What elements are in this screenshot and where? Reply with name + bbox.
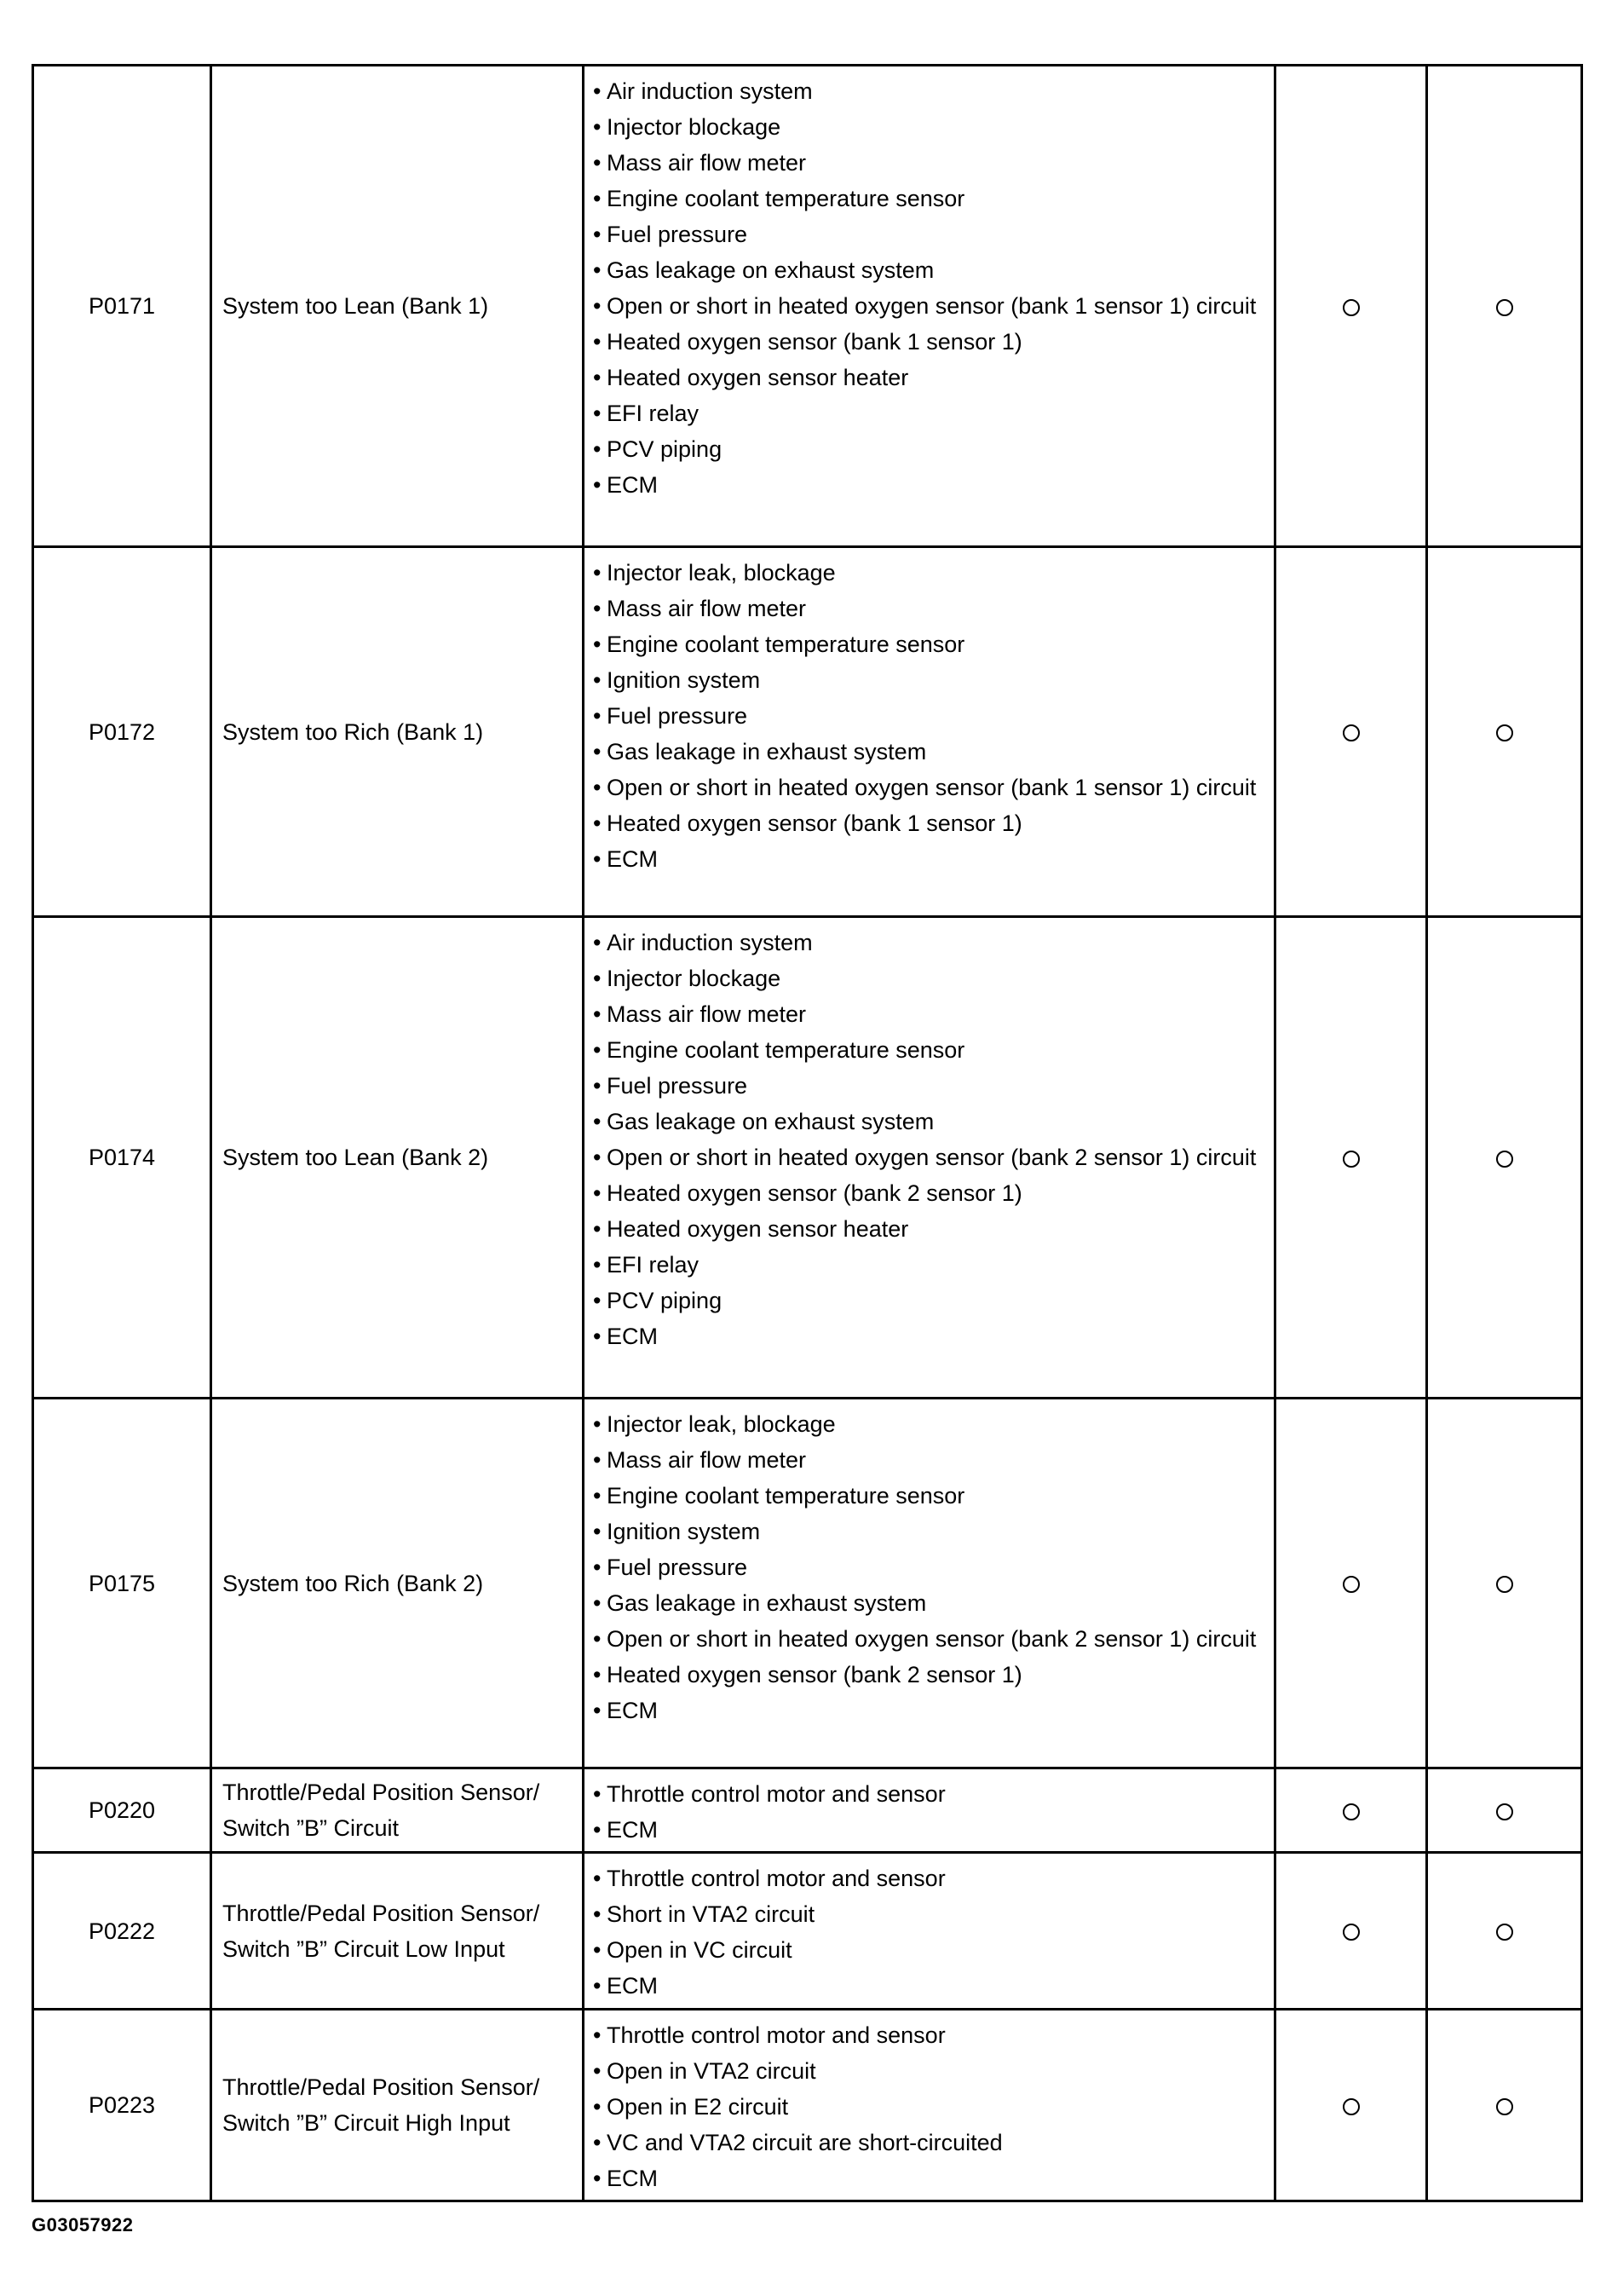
memory-column-cell — [1427, 1853, 1582, 2010]
list-item — [593, 841, 1265, 877]
trouble-area-text: Open or short in heated oxygen sensor (bank 2 sensor 1) circuit — [607, 1626, 1257, 1652]
mil-column-cell — [1275, 66, 1427, 547]
trouble-area-text: Engine coolant temperature sensor — [607, 632, 965, 657]
trouble-area-text: Heated oxygen sensor (bank 2 sensor 1) — [607, 1662, 1022, 1687]
bullet-icon: • — [593, 1698, 602, 1723]
bullet-icon: • — [593, 150, 602, 176]
trouble-area-text: ECM — [607, 846, 658, 872]
list-item — [593, 1139, 1265, 1175]
mil-column-cell — [1275, 547, 1427, 917]
trouble-area-text: Injector blockage — [607, 114, 781, 140]
list-item — [593, 1693, 1265, 1728]
circle-icon — [1343, 1924, 1360, 1941]
trouble-area-text: Open or short in heated oxygen sensor (bank 1 sensor 1) circuit — [607, 293, 1257, 319]
bullet-icon: • — [593, 1411, 602, 1437]
trouble-area-text: Heated oxygen sensor heater — [607, 365, 909, 390]
bullet-icon: • — [593, 703, 602, 729]
bullet-icon: • — [593, 1901, 602, 1927]
list-item — [593, 1621, 1265, 1657]
list-item — [593, 1283, 1265, 1318]
bullet-icon: • — [593, 365, 602, 390]
circle-icon — [1343, 299, 1360, 316]
bullet-icon: • — [593, 1145, 602, 1170]
bullet-icon: • — [593, 966, 602, 991]
list-item — [593, 626, 1265, 662]
bullet-icon: • — [593, 1447, 602, 1473]
list-item — [593, 467, 1265, 503]
memory-column-cell — [1427, 66, 1582, 547]
trouble-area-text: Fuel pressure — [607, 1073, 748, 1099]
trouble-area-text: Heated oxygen sensor (bank 1 sensor 1) — [607, 329, 1022, 355]
trouble-area-text: Open in VC circuit — [607, 1937, 792, 1963]
trouble-area-text: Injector blockage — [607, 966, 781, 991]
bullet-icon: • — [593, 775, 602, 800]
trouble-area-text: ECM — [607, 1698, 658, 1723]
list-item — [593, 2125, 1265, 2160]
memory-column-cell — [1427, 547, 1582, 917]
trouble-area-text: Mass air flow meter — [607, 596, 807, 621]
trouble-area-text: ECM — [607, 1973, 658, 1999]
bullet-icon: • — [593, 1590, 602, 1616]
list-item — [593, 2053, 1265, 2089]
trouble-area-text: Fuel pressure — [607, 222, 748, 247]
bullet-icon: • — [593, 329, 602, 355]
trouble-area-list — [584, 917, 1275, 1399]
mil-column-cell — [1275, 917, 1427, 1399]
bullet-icon: • — [593, 401, 602, 426]
trouble-area-text: Heated oxygen sensor (bank 1 sensor 1) — [607, 811, 1022, 836]
bullet-icon: • — [593, 596, 602, 621]
bullet-icon: • — [593, 472, 602, 498]
list-item — [593, 1812, 1265, 1848]
mil-column-cell — [1275, 1853, 1427, 2010]
trouble-area-text: Gas leakage on exhaust system — [607, 257, 935, 283]
bullet-icon: • — [593, 186, 602, 211]
list-item — [593, 1247, 1265, 1283]
bullet-icon: • — [593, 632, 602, 657]
list-item — [593, 1932, 1265, 1968]
trouble-area-text: Heated oxygen sensor (bank 2 sensor 1) — [607, 1180, 1022, 1206]
list-item — [593, 109, 1265, 145]
dtc-code: P0220 — [33, 1768, 211, 1853]
trouble-area-text: ECM — [607, 2166, 658, 2191]
detection-item: Throttle/Pedal Position Sensor/ Switch ”B” Circuit High Input — [211, 2010, 584, 2201]
bullet-icon: • — [593, 1001, 602, 1027]
trouble-area-text: Fuel pressure — [607, 703, 748, 729]
dtc-table-body — [33, 66, 1582, 2201]
bullet-icon: • — [593, 114, 602, 140]
detection-item: Throttle/Pedal Position Sensor/ Switch ”B” Circuit — [211, 1768, 584, 1853]
trouble-area-list — [584, 547, 1275, 917]
trouble-area-text: Gas leakage in exhaust system — [607, 1590, 927, 1616]
list-item — [593, 288, 1265, 324]
list-item — [593, 1318, 1265, 1354]
list-item — [593, 2089, 1265, 2125]
trouble-area-text: Engine coolant temperature sensor — [607, 1483, 965, 1509]
list-item — [593, 324, 1265, 360]
bullet-icon: • — [593, 1626, 602, 1652]
dtc-table — [32, 64, 1583, 2202]
memory-column-cell — [1427, 1399, 1582, 1768]
list-item — [593, 2017, 1265, 2053]
list-item — [593, 1442, 1265, 1478]
memory-column-cell — [1427, 917, 1582, 1399]
trouble-area-text: Mass air flow meter — [607, 150, 807, 176]
table-row — [33, 1853, 1582, 2010]
mil-column-cell — [1275, 2010, 1427, 2201]
bullet-icon: • — [593, 257, 602, 283]
list-item — [593, 73, 1265, 109]
trouble-area-text: Open or short in heated oxygen sensor (bank 2 sensor 1) circuit — [607, 1145, 1257, 1170]
detection-item: System too Lean (Bank 1) — [211, 66, 584, 547]
trouble-area-text: Air induction system — [607, 78, 813, 104]
circle-icon — [1496, 2098, 1513, 2115]
list-item — [593, 145, 1265, 181]
list-item — [593, 591, 1265, 626]
list-item — [593, 698, 1265, 734]
bullet-icon: • — [593, 1555, 602, 1580]
circle-icon — [1343, 1151, 1360, 1168]
table-row — [33, 2010, 1582, 2201]
list-item — [593, 734, 1265, 770]
circle-icon — [1496, 1576, 1513, 1593]
bullet-icon: • — [593, 1519, 602, 1544]
list-item — [593, 662, 1265, 698]
detection-item: System too Rich (Bank 1) — [211, 547, 584, 917]
trouble-area-text: Mass air flow meter — [607, 1447, 807, 1473]
detection-item: System too Rich (Bank 2) — [211, 1399, 584, 1768]
list-item — [593, 431, 1265, 467]
list-item — [593, 996, 1265, 1032]
trouble-area-text: ECM — [607, 472, 658, 498]
bullet-icon: • — [593, 1973, 602, 1999]
circle-icon — [1496, 299, 1513, 316]
trouble-area-text: Ignition system — [607, 1519, 761, 1544]
list-item — [593, 252, 1265, 288]
memory-column-cell — [1427, 2010, 1582, 2201]
list-item — [593, 1657, 1265, 1693]
bullet-icon: • — [593, 739, 602, 764]
trouble-area-text: PCV piping — [607, 1288, 723, 1313]
trouble-area-text: Open or short in heated oxygen sensor (bank 1 sensor 1) circuit — [607, 775, 1257, 800]
trouble-area-text: EFI relay — [607, 1252, 699, 1278]
bullet-icon: • — [593, 667, 602, 693]
circle-icon — [1343, 724, 1360, 741]
list-item — [593, 925, 1265, 961]
trouble-area-text: Engine coolant temperature sensor — [607, 1037, 965, 1063]
bullet-icon: • — [593, 1781, 602, 1807]
circle-icon — [1496, 724, 1513, 741]
detection-item: System too Lean (Bank 2) — [211, 917, 584, 1399]
list-item — [593, 1585, 1265, 1621]
list-item — [593, 181, 1265, 216]
bullet-icon: • — [593, 930, 602, 955]
bullet-icon: • — [593, 1288, 602, 1313]
list-item — [593, 1406, 1265, 1442]
list-item — [593, 1478, 1265, 1514]
trouble-area-text: Injector leak, blockage — [607, 1411, 836, 1437]
bullet-icon: • — [593, 560, 602, 586]
list-item — [593, 770, 1265, 805]
trouble-area-text: Gas leakage in exhaust system — [607, 739, 927, 764]
trouble-area-text: Throttle control motor and sensor — [607, 1866, 946, 1891]
circle-icon — [1343, 1576, 1360, 1593]
circle-icon — [1343, 1803, 1360, 1820]
list-item — [593, 1032, 1265, 1068]
bullet-icon: • — [593, 1109, 602, 1134]
list-item — [593, 1896, 1265, 1932]
circle-icon — [1496, 1803, 1513, 1820]
bullet-icon: • — [593, 1937, 602, 1963]
dtc-code: P0171 — [33, 66, 211, 547]
list-item — [593, 961, 1265, 996]
bullet-icon: • — [593, 1252, 602, 1278]
trouble-area-list — [584, 1399, 1275, 1768]
list-item — [593, 2160, 1265, 2196]
bullet-icon: • — [593, 293, 602, 319]
trouble-area-text: Open in E2 circuit — [607, 2094, 789, 2120]
bullet-icon: • — [593, 1483, 602, 1509]
list-item — [593, 1514, 1265, 1549]
list-item — [593, 1549, 1265, 1585]
mil-column-cell — [1275, 1768, 1427, 1853]
trouble-area-list — [584, 1853, 1275, 2010]
bullet-icon: • — [593, 2130, 602, 2155]
trouble-area-text: Throttle control motor and sensor — [607, 2022, 946, 2048]
trouble-area-list — [584, 2010, 1275, 2201]
trouble-area-text: Open in VTA2 circuit — [607, 2058, 816, 2084]
bullet-icon: • — [593, 1662, 602, 1687]
table-row — [33, 1399, 1582, 1768]
bullet-icon: • — [593, 1866, 602, 1891]
mil-column-cell — [1275, 1399, 1427, 1768]
trouble-area-text: Injector leak, blockage — [607, 560, 836, 586]
bullet-icon: • — [593, 1073, 602, 1099]
dtc-code: P0175 — [33, 1399, 211, 1768]
list-item — [593, 360, 1265, 395]
bullet-icon: • — [593, 222, 602, 247]
bullet-icon: • — [593, 1324, 602, 1349]
list-item — [593, 395, 1265, 431]
table-row — [33, 1768, 1582, 1853]
list-item — [593, 555, 1265, 591]
trouble-area-text: Throttle control motor and sensor — [607, 1781, 946, 1807]
bullet-icon: • — [593, 78, 602, 104]
circle-icon — [1496, 1924, 1513, 1941]
list-item — [593, 1776, 1265, 1812]
trouble-area-text: ECM — [607, 1324, 658, 1349]
bullet-icon: • — [593, 1180, 602, 1206]
list-item — [593, 216, 1265, 252]
dtc-code: P0174 — [33, 917, 211, 1399]
bullet-icon: • — [593, 846, 602, 872]
dtc-code: P0223 — [33, 2010, 211, 2201]
list-item — [593, 1968, 1265, 2004]
trouble-area-text: Engine coolant temperature sensor — [607, 186, 965, 211]
trouble-area-text: Short in VTA2 circuit — [607, 1901, 815, 1927]
trouble-area-text: EFI relay — [607, 401, 699, 426]
figure-id: G03057922 — [32, 2214, 134, 2235]
list-item — [593, 1068, 1265, 1104]
list-item — [593, 1211, 1265, 1247]
trouble-area-text: Ignition system — [607, 667, 761, 693]
circle-icon — [1343, 2098, 1360, 2115]
circle-icon — [1496, 1151, 1513, 1168]
list-item — [593, 1104, 1265, 1139]
table-row — [33, 66, 1582, 547]
dtc-code: P0172 — [33, 547, 211, 917]
bullet-icon: • — [593, 1037, 602, 1063]
trouble-area-list — [584, 1768, 1275, 1853]
trouble-area-text: VC and VTA2 circuit are short-circuited — [607, 2130, 1003, 2155]
list-item — [593, 1860, 1265, 1896]
trouble-area-text: Fuel pressure — [607, 1555, 748, 1580]
bullet-icon: • — [593, 1817, 602, 1843]
trouble-area-text: Heated oxygen sensor heater — [607, 1216, 909, 1242]
memory-column-cell — [1427, 1768, 1582, 1853]
trouble-area-list — [584, 66, 1275, 547]
list-item — [593, 1175, 1265, 1211]
dtc-code: P0222 — [33, 1853, 211, 2010]
detection-item: Throttle/Pedal Position Sensor/ Switch ”B” Circuit Low Input — [211, 1853, 584, 2010]
table-row — [33, 547, 1582, 917]
table-row — [33, 917, 1582, 1399]
bullet-icon: • — [593, 2022, 602, 2048]
trouble-area-text: Air induction system — [607, 930, 813, 955]
list-item — [593, 805, 1265, 841]
trouble-area-text: ECM — [607, 1817, 658, 1843]
bullet-icon: • — [593, 811, 602, 836]
trouble-area-text: PCV piping — [607, 436, 723, 462]
bullet-icon: • — [593, 436, 602, 462]
trouble-area-text: Gas leakage on exhaust system — [607, 1109, 935, 1134]
bullet-icon: • — [593, 2058, 602, 2084]
bullet-icon: • — [593, 1216, 602, 1242]
bullet-icon: • — [593, 2094, 602, 2120]
trouble-area-text: Mass air flow meter — [607, 1001, 807, 1027]
bullet-icon: • — [593, 2166, 602, 2191]
